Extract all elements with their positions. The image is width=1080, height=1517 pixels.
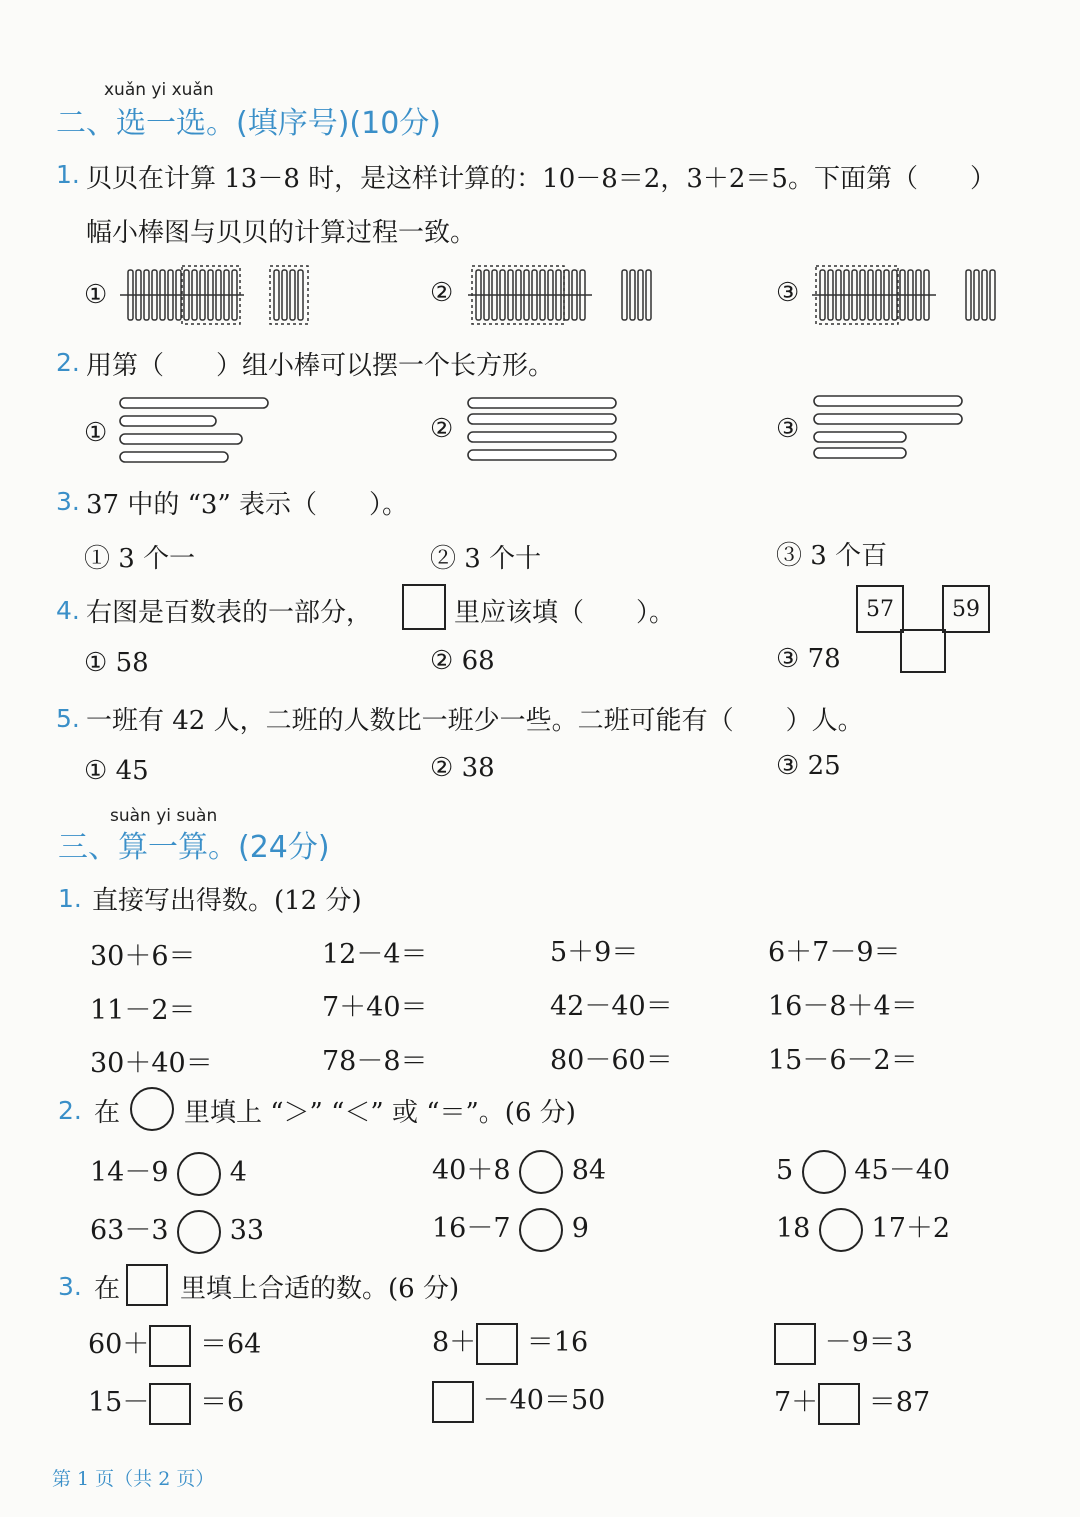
fill-6 <box>774 1380 930 1425</box>
hundred-chart-answer-cell <box>900 629 946 673</box>
q1-stick-figure-1 <box>118 262 318 326</box>
q3-option-2: ② 3 个十 <box>430 544 542 574</box>
calc-3-4: 15－6－2＝ <box>768 1045 918 1076</box>
section2-pinyin: xuǎn yi xuǎn <box>104 80 214 100</box>
compare-1-left: 14－9 <box>90 1157 169 1188</box>
s3-q3-text-b: 里填上合适的数。(6 分) <box>180 1274 460 1304</box>
q2-sticks-3 <box>810 392 970 466</box>
compare-5 <box>432 1206 589 1252</box>
compare-5-blank[interactable] <box>519 1208 563 1252</box>
calc-2-1: 11－2＝ <box>90 995 196 1026</box>
fill-6-right: ＝87 <box>868 1387 931 1418</box>
compare-2-left: 40＋8 <box>432 1155 511 1186</box>
fill-2-blank[interactable] <box>476 1323 518 1365</box>
compare-3-left: 5 <box>776 1155 794 1186</box>
s3-q2-number: 2. <box>58 1096 82 1125</box>
fill-2-left: 8＋ <box>432 1327 477 1358</box>
compare-3-right: 45－40 <box>854 1155 951 1186</box>
q3-option-1: ① 3 个一 <box>84 544 196 574</box>
compare-2-blank[interactable] <box>519 1150 563 1194</box>
s3-q2-inline-circle <box>130 1087 174 1131</box>
compare-6-blank[interactable] <box>819 1208 863 1252</box>
q1-option-1-label: ① <box>84 280 108 310</box>
calc-3-3: 80－60＝ <box>550 1045 673 1076</box>
q5-option-1: ① 45 <box>84 756 149 786</box>
fill-2-right: ＝16 <box>526 1327 589 1358</box>
calc-2-4: 16－8＋4＝ <box>768 991 918 1022</box>
q1-stick-figure-2 <box>466 262 666 326</box>
fill-2 <box>432 1320 588 1365</box>
calc-2-2: 7＋40＝ <box>322 992 428 1023</box>
q1-option-2-label: ② <box>430 278 454 308</box>
q4-text-b: 里应该填（ ）。 <box>454 598 676 628</box>
q2-option-3-label: ③ <box>776 414 800 444</box>
compare-1-right: 4 <box>229 1157 247 1188</box>
q4-number: 4. <box>56 596 80 625</box>
fill-3-right: －9＝3 <box>824 1327 913 1358</box>
section2-title: 二、选一选。(填序号)(10分) <box>56 106 441 141</box>
fill-5-blank[interactable] <box>432 1381 474 1423</box>
s3-q3-inline-box <box>126 1264 168 1306</box>
s3-q2-text-a: 在 <box>94 1098 121 1128</box>
calc-3-2: 78－8＝ <box>322 1046 428 1077</box>
s3-q3-text-a: 在 <box>94 1274 121 1304</box>
compare-6-left: 18 <box>776 1213 811 1244</box>
fill-4 <box>88 1380 244 1425</box>
s3-q1-number: 1. <box>58 884 82 913</box>
calc-1-2: 12－4＝ <box>322 939 428 970</box>
fill-4-right: ＝6 <box>199 1387 245 1418</box>
q5-option-3: ③ 25 <box>776 751 841 781</box>
compare-1-blank[interactable] <box>177 1152 221 1196</box>
s3-q2-text-b: 里填上 “＞” “＜” 或 “＝”。(6 分) <box>184 1098 576 1128</box>
page-footer: 第 1 页（共 2 页） <box>52 1468 215 1490</box>
s3-q1-text: 直接写出得数。(12 分) <box>92 886 362 916</box>
fill-5 <box>432 1378 605 1423</box>
q2-number: 2. <box>56 348 80 377</box>
hundred-chart-cell-57: 57 <box>856 585 904 633</box>
section3-pinyin: suàn yi suàn <box>110 806 218 826</box>
q2-text: 用第（ ）组小棒可以摆一个长方形。 <box>86 351 555 381</box>
q2-sticks-1 <box>116 394 276 468</box>
fill-1-blank[interactable] <box>149 1325 191 1367</box>
compare-2 <box>432 1148 606 1194</box>
q2-option-2-label: ② <box>430 414 454 444</box>
fill-3 <box>774 1320 913 1365</box>
q5-number: 5. <box>56 704 80 733</box>
compare-4-right: 33 <box>229 1215 265 1246</box>
q4-option-3: ③ 78 <box>776 644 841 674</box>
compare-3 <box>776 1148 950 1194</box>
calc-1-1: 30＋6＝ <box>90 941 196 972</box>
calc-1-3: 5＋9＝ <box>550 937 639 968</box>
q2-sticks-2 <box>464 394 624 468</box>
q3-text: 37 中的 “3” 表示（ ）。 <box>86 490 409 520</box>
compare-4-blank[interactable] <box>177 1210 221 1254</box>
fill-3-blank[interactable] <box>774 1323 816 1365</box>
q2-option-1-label: ① <box>84 418 108 448</box>
compare-4 <box>90 1208 264 1254</box>
q3-option-3: ③ 3 个百 <box>776 541 888 571</box>
compare-5-right: 9 <box>571 1213 589 1244</box>
fill-1-left: 60＋ <box>88 1329 150 1360</box>
q4-option-2: ② 68 <box>430 646 495 676</box>
q5-text: 一班有 42 人，二班的人数比一班少一些。二班可能有（ ）人。 <box>86 706 864 736</box>
q1-text-line2: 幅小棒图与贝贝的计算过程一致。 <box>86 218 477 248</box>
q1-option-3-label: ③ <box>776 278 800 308</box>
q4-inline-box <box>402 584 446 630</box>
fill-6-blank[interactable] <box>818 1383 860 1425</box>
hundred-chart-gap <box>900 585 942 631</box>
fill-1-right: ＝64 <box>199 1329 262 1360</box>
q5-option-2: ② 38 <box>430 753 495 783</box>
q1-number: 1. <box>56 160 80 189</box>
fill-6-left: 7＋ <box>774 1387 819 1418</box>
calc-1-4: 6＋7－9＝ <box>768 937 901 968</box>
calc-2-3: 42－40＝ <box>550 991 673 1022</box>
compare-5-left: 16－7 <box>432 1213 511 1244</box>
q1-text-line1: 贝贝在计算 13－8 时，是这样计算的：10－8＝2，3＋2＝5。下面第（ ） <box>86 164 996 194</box>
q4-text-a: 右图是百数表的一部分， <box>86 598 373 628</box>
compare-6 <box>776 1206 950 1252</box>
q1-stick-figure-3 <box>810 262 1010 326</box>
fill-4-blank[interactable] <box>149 1383 191 1425</box>
fill-1 <box>88 1322 261 1367</box>
fill-5-right: －40＝50 <box>482 1385 606 1416</box>
s3-q3-number: 3. <box>58 1272 82 1301</box>
section3-title: 三、算一算。(24分) <box>58 830 330 865</box>
compare-1 <box>90 1150 247 1196</box>
q3-number: 3. <box>56 487 80 516</box>
q4-option-1: ① 58 <box>84 648 149 678</box>
compare-4-left: 63－3 <box>90 1215 169 1246</box>
compare-6-right: 17＋2 <box>871 1213 951 1244</box>
hundred-chart-cell-59: 59 <box>942 585 990 633</box>
compare-2-right: 84 <box>571 1155 607 1186</box>
calc-3-1: 30＋40＝ <box>90 1048 213 1079</box>
fill-4-left: 15－ <box>88 1387 150 1418</box>
compare-3-blank[interactable] <box>802 1150 846 1194</box>
